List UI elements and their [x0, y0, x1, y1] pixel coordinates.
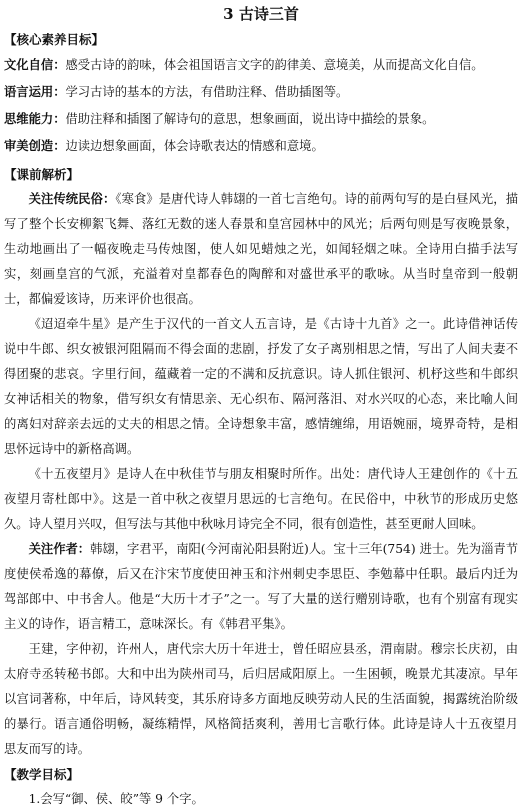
goal-label: 文化自信： [4, 58, 66, 72]
goal-text: 借助注释和插图了解诗句的意思，想象画面，说出诗中描绘的景象。 [65, 112, 435, 126]
paragraph-label: 关注传统民俗： [28, 192, 116, 206]
goal-text: 学习古诗的基本的方法，有借助注释、借助插图等。 [65, 85, 349, 99]
paragraph-author-wangjian: 王建，字仲初，许州人，唐代宗大历十年进士，曾任昭应县丞，渭南尉。穆宗长庆初，由太府寺丞转秘书郎。大和中出为陕州司马，后归居咸阳原上。一生困顿，晚景尤其凄凉。早年以宫词著称，中年后，诗风转变，其乐府诗多方面地反映劳动人民的生活面貌，揭露统治阶级的暴行。语言通俗明畅，凝练精悍，风格简括爽利，善用七言歌行体。此诗是诗人十五夜望月思友而写的诗。 [4, 642, 518, 756]
paragraph-text: 《寒食》是唐代诗人韩翃的一首七言绝句。诗的前两句写的是白昼风光，描写了整个长安柳絮飞舞、落红无数的迷人春景和皇宫园林中的风光；后两句则是写夜晚景象，生动地画出了一幅夜晚走马传烛图，使人如见蜡烛之光，如闻轻烟之味。全诗用白描手法写实，刻画皇宫的气派，充溢着对皇都春色的陶醉和对盛世承平的歌咏。从当时皇帝到一般朝士，都偏爱该诗，历来评价也很高。 [4, 192, 518, 306]
goal-label: 语言运用： [4, 85, 66, 99]
core-goals-heading: 【核心素养目标】 [4, 32, 105, 47]
paragraph-text: 韩翃，字君平，南阳(今河南沁阳县附近)人。宝十三年(754) 进士。先为淄青节度使侯希逸的幕僚，后又在汴宋节度使田神玉和汴州刺史李思臣、李勉幕中任职。最后内迁为驾部郎中、中书舍人。他是“大历十才子”之一。写了大量的送行赠别诗歌，也有个别富有现实主义的诗作，语言精工，意味深长。有《韩君平集》。 [4, 542, 518, 631]
goal-text: 边读边想象画面，体会诗歌表达的情感和意境。 [65, 139, 324, 153]
document-page [4, 0, 518, 812]
paragraph-hanshi [4, 187, 518, 312]
paragraph-label: 关注作者： [28, 542, 91, 556]
analysis-heading: 【课前解析】 [4, 167, 80, 182]
goal-text: 感受古诗的韵味，体会祖国语言文字的韵律美、意境美，从而提高文化自信。 [65, 58, 484, 72]
page-title: 3 古诗三首 [223, 5, 299, 23]
goal-label: 审美创造： [4, 139, 66, 153]
paragraph-tiaotiao: 《迢迢牵牛星》是产生于汉代的一首文人五言诗，是《古诗十九首》之一。此诗借神话传说中牛郎、织女被银河阻隔而不得会面的悲剧，抒发了女子离别相思之情，写出了人间夫妻不得团聚的悲哀。字里行间，蕴藏着一定的不满和反抗意识。诗人抓住银河、机杼这些和牛郎织女神话相关的物象，借写织女有情思亲、无心织布、隔河落泪、对水兴叹的心态，来比喻人间的离妇对辞亲去远的丈夫的相思之情。全诗想象丰富，感情缠绵，用语婉丽，境界奇特，是相思怀远诗中的新格高调。 [4, 317, 518, 456]
paragraph-author-hanhong [4, 537, 518, 637]
goal-label: 思维能力： [4, 112, 66, 126]
goal-language [4, 79, 518, 106]
goal-culture [4, 52, 518, 79]
paragraph-shiwuye: 《十五夜望月》是诗人在中秋佳节与朋友相聚时所作。出处：唐代诗人王建创作的《十五夜望月寄杜郎中》。这是一首中秋之夜望月思远的七言绝句。在民俗中，中秋节的形成历史悠久。诗人望月兴叹，但写法与其他中秋咏月诗完全不同，很有创造性，甚至更耐人回味。 [4, 467, 518, 531]
teaching-goals-heading: 【教学目标】 [4, 767, 80, 782]
teaching-goal-item: 1.会写“御、侯、皎”等 9 个字。 [28, 792, 204, 806]
goal-thinking [4, 106, 518, 133]
goal-aesthetic [4, 133, 518, 160]
